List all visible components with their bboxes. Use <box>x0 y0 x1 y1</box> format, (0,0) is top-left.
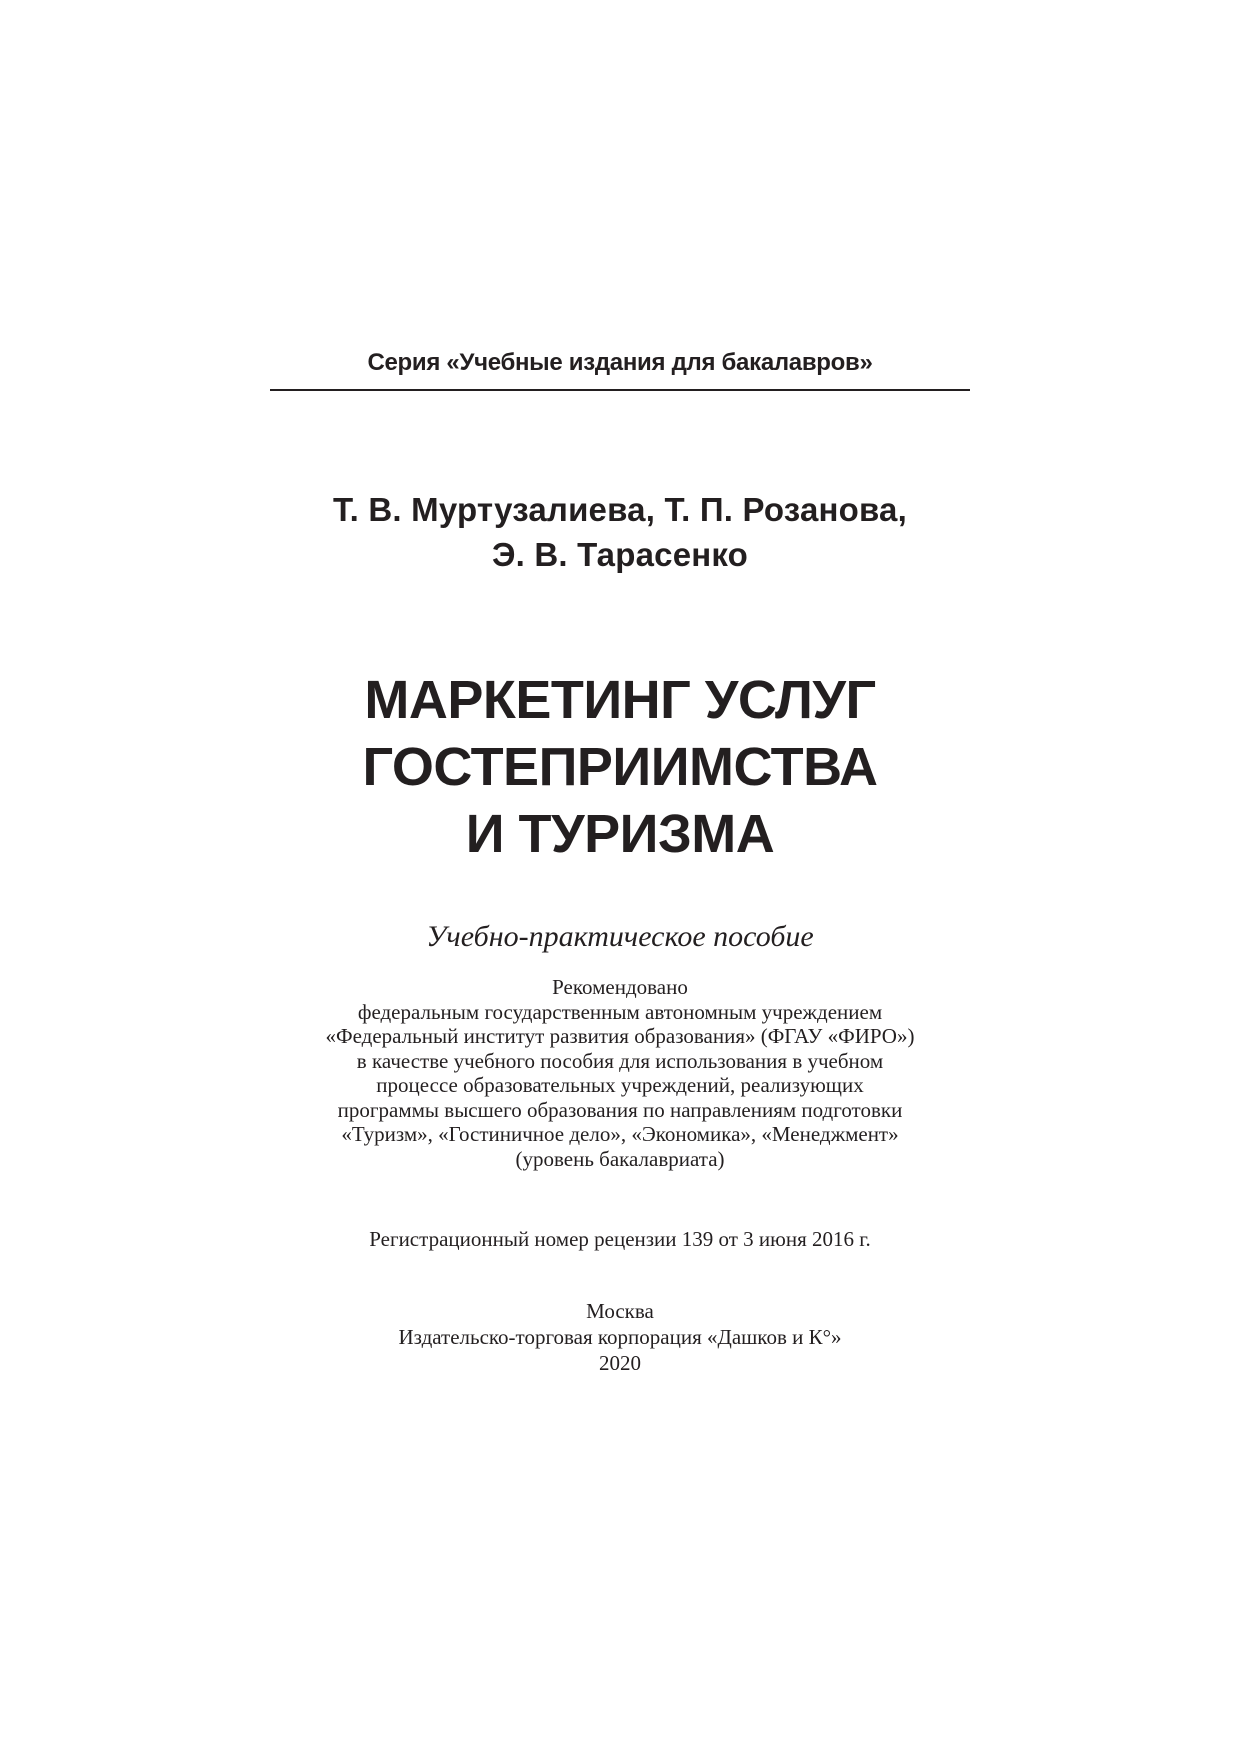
book-subtitle: Учебно-практическое пособие <box>426 920 814 953</box>
book-title-line: ГОСТЕПРИИМСТВА <box>362 737 878 797</box>
registration-number: Регистрационный номер рецензии 139 от 3 июня 2016 г. <box>369 1227 871 1251</box>
imprint-block <box>230 1298 1010 1376</box>
book-title <box>270 667 970 868</box>
authors-block <box>270 487 970 577</box>
recommendation-line: программы высшего образования по направлениям подготовки <box>337 1097 903 1122</box>
imprint-publisher: Издательско-торговая корпорация «Дашков и К°» <box>398 1325 842 1349</box>
recommendation-line: «Туризм», «Гостиничное дело», «Экономика», «Менеджмент» <box>341 1122 899 1146</box>
imprint-year: 2020 <box>599 1351 641 1375</box>
recommendation-block <box>230 975 1010 1171</box>
imprint-city: Москва <box>586 1299 654 1323</box>
book-title-line: И ТУРИЗМА <box>465 804 775 864</box>
series-divider <box>270 389 970 391</box>
recommendation-line: Рекомендовано <box>552 975 688 999</box>
recommendation-line: «Федеральный институт развития образования» (ФГАУ «ФИРО») <box>325 1024 915 1048</box>
recommendation-line: процессе образовательных учреждений, реализующих <box>376 1073 864 1097</box>
book-title-line: МАРКЕТИНГ УСЛУГ <box>364 670 876 730</box>
series-label: Серия «Учебные издания для бакалавров» <box>367 349 873 376</box>
authors-line: Т. В. Муртузалиева, Т. П. Розанова, <box>333 491 907 528</box>
recommendation-line: федеральным государственным автономным учреждением <box>357 999 883 1024</box>
recommendation-line: (уровень бакалавриата) <box>515 1146 725 1171</box>
recommendation-line: в качестве учебного пособия для использования в учебном <box>356 1048 884 1073</box>
authors-line: Э. В. Тарасенко <box>491 536 749 573</box>
